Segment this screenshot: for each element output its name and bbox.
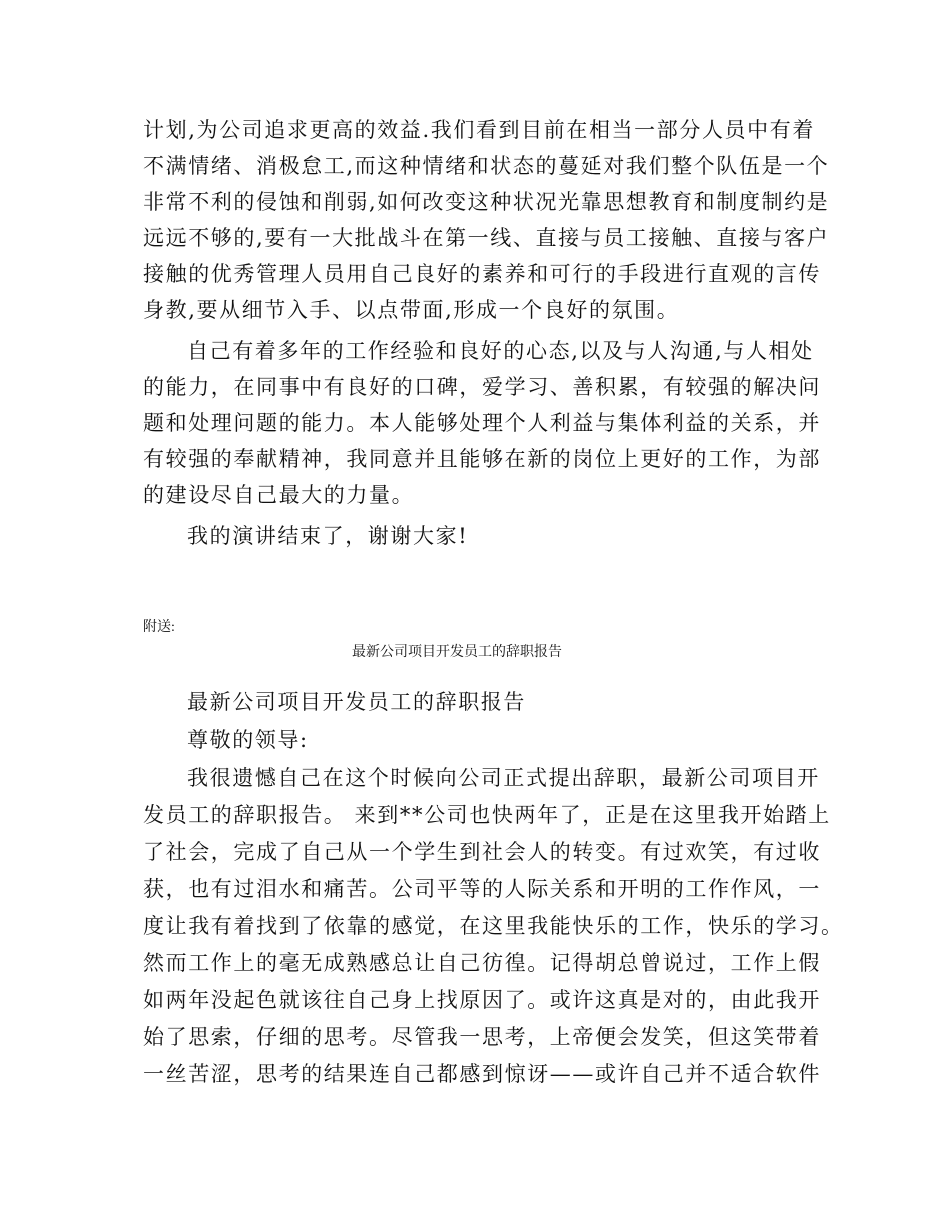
text-line: 的建设尽自己最大的力量。 [143, 483, 415, 507]
text-line: 获，也有过泪水和痛苦。公司平等的人际关系和开明的工作作风，一 [143, 877, 821, 901]
text-line: 我很遗憾自己在这个时候向公司正式提出辞职，最新公司项目开 [187, 766, 820, 790]
letter-heading: 最新公司项目开发员工的辞职报告 [187, 690, 526, 714]
text-line: 不满情绪、消极怠工,而这种情绪和状态的蔓延对我们整个队伍是一个 [143, 154, 830, 178]
text-line: 有较强的奉献精神，我同意并且能够在新的岗位上更好的工作，为部 [143, 447, 821, 471]
text-line: 远远不够的,要有一大批战斗在第一线、直接与员工接触、直接与客户 [143, 226, 830, 250]
text-line: 计划,为公司追求更高的效益.我们看到目前在相当一部分人员中有着 [143, 118, 815, 142]
text-line: 一丝苦涩，思考的结果连自己都感到惊讶——或许自己并不适合软件 [143, 1062, 821, 1086]
text-line: 的能力，在同事中有良好的口碑，爱学习、善积累，有较强的解决问 [143, 375, 821, 399]
text-line: 非常不利的侵蚀和削弱,如何改变这种状况光靠思想教育和制度制约是 [143, 190, 830, 214]
text-line: 然而工作上的毫无成熟感总让自己彷徨。记得胡总曾说过，工作上假 [143, 951, 821, 975]
text-line: 自己有着多年的工作经验和良好的心态,以及与人沟通,与人相处 [187, 339, 814, 363]
text-line: 题和处理问题的能力。本人能够处理个人利益与集体利益的关系，并 [143, 411, 821, 435]
attachment-label: 附送: [143, 620, 175, 635]
text-line: 如两年没起色就该往自己身上找原因了。或许这真是对的，由此我开 [143, 988, 821, 1012]
text-line: 始了思索，仔细的思考。尽管我一思考，上帝便会发笑，但这笑带着 [143, 1025, 821, 1049]
closing-line: 我的演讲结束了，谢谢大家! [187, 524, 469, 548]
text-line: 身教,要从细节入手、以点带面,形成一个良好的氛围。 [143, 298, 680, 322]
letter-salutation: 尊敬的领导: [187, 728, 309, 752]
text-line: 接触的优秀管理人员用自己良好的素养和可行的手段进行直观的言传 [143, 262, 821, 286]
text-line: 了社会，完成了自己从一个学生到社会人的转变。有过欢笑，有过收 [143, 840, 821, 864]
attachment-title: 最新公司项目开发员工的辞职报告 [352, 645, 562, 660]
text-line: 度让我有着找到了依靠的感觉，在这里我能快乐的工作，快乐的学习。 [143, 914, 844, 938]
text-line: 发员工的辞职报告。 来到**公司也快两年了，正是在这里我开始踏上 [143, 803, 831, 827]
